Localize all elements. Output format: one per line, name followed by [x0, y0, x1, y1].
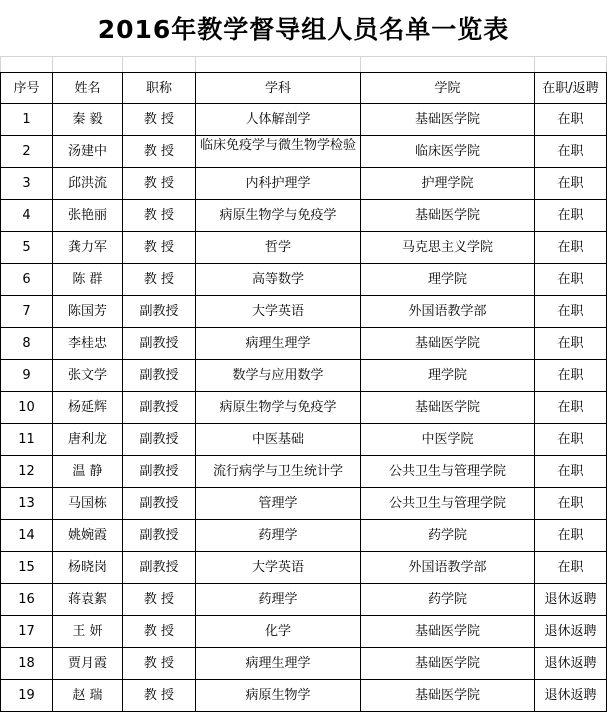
cell-index[interactable]: 16 [1, 584, 53, 616]
cell-college[interactable]: 公共卫生与管理学院 [361, 456, 535, 488]
cell-subject[interactable]: 大学英语 [196, 552, 361, 584]
table-row [1, 200, 607, 232]
header-cell-college[interactable]: 学院 [361, 73, 535, 104]
cell-college[interactable]: 基础医学院 [361, 648, 535, 680]
table-row [1, 424, 607, 456]
cell-college[interactable]: 中医学院 [361, 424, 535, 456]
table-row [1, 328, 607, 360]
cell-rank[interactable]: 教 授 [123, 264, 196, 296]
cell-college[interactable]: 理学院 [361, 264, 535, 296]
cell-status[interactable]: 在职 [535, 168, 607, 200]
cell-index[interactable]: 14 [1, 520, 53, 552]
cell-college[interactable]: 基础医学院 [361, 200, 535, 232]
cell-name[interactable]: 汤建中 [53, 136, 123, 168]
cell-name[interactable]: 温 静 [53, 456, 123, 488]
cell-index[interactable]: 11 [1, 424, 53, 456]
cell-status[interactable]: 退休返聘 [535, 616, 607, 648]
cell-college[interactable]: 外国语教学部 [361, 552, 535, 584]
cell-rank[interactable]: 副教授 [123, 392, 196, 424]
table-row [1, 584, 607, 616]
cell-name[interactable]: 蒋袁絮 [53, 584, 123, 616]
cell-status[interactable]: 在职 [535, 552, 607, 584]
cell-name[interactable]: 王 妍 [53, 616, 123, 648]
header-cell-index[interactable]: 序号 [1, 73, 53, 104]
table-row [1, 264, 607, 296]
cell-status[interactable]: 在职 [535, 488, 607, 520]
cell-college[interactable]: 临床医学院 [361, 136, 535, 168]
cell-name[interactable]: 李桂忠 [53, 328, 123, 360]
cell-status[interactable]: 在职 [535, 520, 607, 552]
cell-index[interactable]: 2 [1, 136, 53, 168]
cell-status[interactable]: 在职 [535, 232, 607, 264]
cell-text: 临床免疫学与微生物学检验 [199, 137, 356, 153]
cell-index[interactable]: 18 [1, 648, 53, 680]
cell-subject[interactable]: 病理生理学 [196, 648, 361, 680]
cell-college[interactable]: 药学院 [361, 520, 535, 552]
cell-rank[interactable]: 教 授 [123, 584, 196, 616]
cell-college[interactable]: 基础医学院 [361, 680, 535, 712]
table-row [1, 456, 607, 488]
cell-name[interactable]: 张艳丽 [53, 200, 123, 232]
cell-status[interactable]: 在职 [535, 136, 607, 168]
cell-college[interactable]: 药学院 [361, 584, 535, 616]
staff-table [0, 56, 607, 712]
cell-index[interactable]: 17 [1, 616, 53, 648]
cell-subject[interactable]: 药理学 [196, 584, 361, 616]
cell-subject[interactable]: 大学英语 [196, 296, 361, 328]
cell-status[interactable]: 退休返聘 [535, 680, 607, 712]
cell-index[interactable]: 10 [1, 392, 53, 424]
blank-cell[interactable] [123, 57, 196, 73]
cell-status[interactable]: 退休返聘 [535, 648, 607, 680]
cell-name[interactable]: 贾月霞 [53, 648, 123, 680]
header-cell-name[interactable]: 姓名 [53, 73, 123, 104]
cell-rank[interactable]: 教 授 [123, 616, 196, 648]
cell-name[interactable]: 唐利龙 [53, 424, 123, 456]
cell-status[interactable]: 在职 [535, 328, 607, 360]
blank-cell[interactable] [53, 57, 123, 73]
header-cell-subject[interactable]: 学科 [196, 73, 361, 104]
cell-rank[interactable]: 教 授 [123, 232, 196, 264]
cell-college[interactable]: 基础医学院 [361, 328, 535, 360]
cell-college[interactable]: 基础医学院 [361, 616, 535, 648]
cell-rank[interactable]: 副教授 [123, 552, 196, 584]
cell-name[interactable]: 杨延辉 [53, 392, 123, 424]
cell-index[interactable]: 12 [1, 456, 53, 488]
cell-index[interactable]: 7 [1, 296, 53, 328]
cell-college[interactable]: 外国语教学部 [361, 296, 535, 328]
table-row [1, 520, 607, 552]
blank-cell[interactable] [1, 57, 53, 73]
cell-status[interactable]: 在职 [535, 392, 607, 424]
cell-rank[interactable]: 教 授 [123, 104, 196, 136]
table-row [1, 392, 607, 424]
sheet-title: 2016年教学督导组人员名单一览表 [97, 15, 510, 44]
cell-subject[interactable]: 中医基础 [196, 424, 361, 456]
cell-index[interactable]: 1 [1, 104, 53, 136]
cell-index[interactable]: 3 [1, 168, 53, 200]
cell-college[interactable]: 理学院 [361, 360, 535, 392]
cell-rank[interactable]: 副教授 [123, 296, 196, 328]
blank-cell[interactable] [361, 57, 535, 73]
header-cell-rank[interactable]: 职称 [123, 73, 196, 104]
cell-subject[interactable]: 病原生物学 [196, 680, 361, 712]
cell-subject[interactable]: 药理学 [196, 520, 361, 552]
cell-rank[interactable]: 副教授 [123, 328, 196, 360]
cell-rank[interactable]: 副教授 [123, 360, 196, 392]
cell-index[interactable]: 13 [1, 488, 53, 520]
table-row [1, 168, 607, 200]
cell-index[interactable]: 6 [1, 264, 53, 296]
cell-subject[interactable]: 病原生物学与免疫学 [196, 392, 361, 424]
header-row [1, 73, 607, 104]
cell-name[interactable]: 邱洪流 [53, 168, 123, 200]
cell-subject[interactable] [196, 136, 361, 168]
cell-subject[interactable]: 人体解剖学 [196, 104, 361, 136]
cell-name[interactable]: 姚婉霞 [53, 520, 123, 552]
cell-rank[interactable]: 副教授 [123, 520, 196, 552]
table-row [1, 648, 607, 680]
cell-index[interactable]: 19 [1, 680, 53, 712]
cell-index[interactable]: 8 [1, 328, 53, 360]
cell-name[interactable]: 杨晓岗 [53, 552, 123, 584]
cell-college[interactable]: 公共卫生与管理学院 [361, 488, 535, 520]
cell-subject[interactable]: 高等数学 [196, 264, 361, 296]
cell-name[interactable]: 陈国芳 [53, 296, 123, 328]
cell-rank[interactable]: 教 授 [123, 136, 196, 168]
cell-status[interactable]: 在职 [535, 424, 607, 456]
cell-rank[interactable]: 教 授 [123, 648, 196, 680]
cell-name[interactable]: 马国栋 [53, 488, 123, 520]
cell-subject[interactable]: 病原生物学与免疫学 [196, 200, 361, 232]
cell-college[interactable]: 基础医学院 [361, 392, 535, 424]
cell-rank[interactable]: 副教授 [123, 456, 196, 488]
cell-name[interactable]: 秦 毅 [53, 104, 123, 136]
cell-subject[interactable]: 哲学 [196, 232, 361, 264]
table-row [1, 296, 607, 328]
cell-status[interactable]: 在职 [535, 104, 607, 136]
cell-subject[interactable]: 化学 [196, 616, 361, 648]
table-row [1, 552, 607, 584]
cell-name[interactable]: 张文学 [53, 360, 123, 392]
cell-subject[interactable]: 数学与应用数学 [196, 360, 361, 392]
cell-index[interactable]: 5 [1, 232, 53, 264]
table-row [1, 104, 607, 136]
header-cell-status[interactable]: 在职/返聘 [535, 73, 607, 104]
cell-status[interactable]: 在职 [535, 200, 607, 232]
blank-row [1, 57, 607, 73]
cell-index[interactable]: 9 [1, 360, 53, 392]
cell-name[interactable]: 龚力军 [53, 232, 123, 264]
cell-index[interactable]: 4 [1, 200, 53, 232]
table-row [1, 360, 607, 392]
cell-subject[interactable]: 流行病学与卫生统计学 [196, 456, 361, 488]
cell-status[interactable]: 在职 [535, 264, 607, 296]
cell-subject[interactable]: 病理生理学 [196, 328, 361, 360]
blank-cell[interactable] [196, 57, 361, 73]
table-row [1, 136, 607, 168]
cell-rank[interactable]: 副教授 [123, 488, 196, 520]
cell-rank[interactable]: 副教授 [123, 424, 196, 456]
cell-status[interactable]: 在职 [535, 296, 607, 328]
blank-cell[interactable] [535, 57, 607, 73]
cell-subject[interactable]: 内科护理学 [196, 168, 361, 200]
cell-name[interactable]: 陈 群 [53, 264, 123, 296]
cell-rank[interactable]: 教 授 [123, 200, 196, 232]
cell-college[interactable]: 基础医学院 [361, 104, 535, 136]
cell-rank[interactable]: 教 授 [123, 168, 196, 200]
cell-rank[interactable]: 教 授 [123, 680, 196, 712]
cell-subject[interactable]: 管理学 [196, 488, 361, 520]
table-row [1, 616, 607, 648]
cell-status[interactable]: 在职 [535, 456, 607, 488]
cell-status[interactable]: 在职 [535, 360, 607, 392]
cell-status[interactable]: 退休返聘 [535, 584, 607, 616]
cell-college[interactable]: 马克思主义学院 [361, 232, 535, 264]
cell-college[interactable]: 护理学院 [361, 168, 535, 200]
table-row [1, 680, 607, 712]
table-row [1, 232, 607, 264]
cell-index[interactable]: 15 [1, 552, 53, 584]
table-row [1, 488, 607, 520]
cell-name[interactable]: 赵 瑞 [53, 680, 123, 712]
